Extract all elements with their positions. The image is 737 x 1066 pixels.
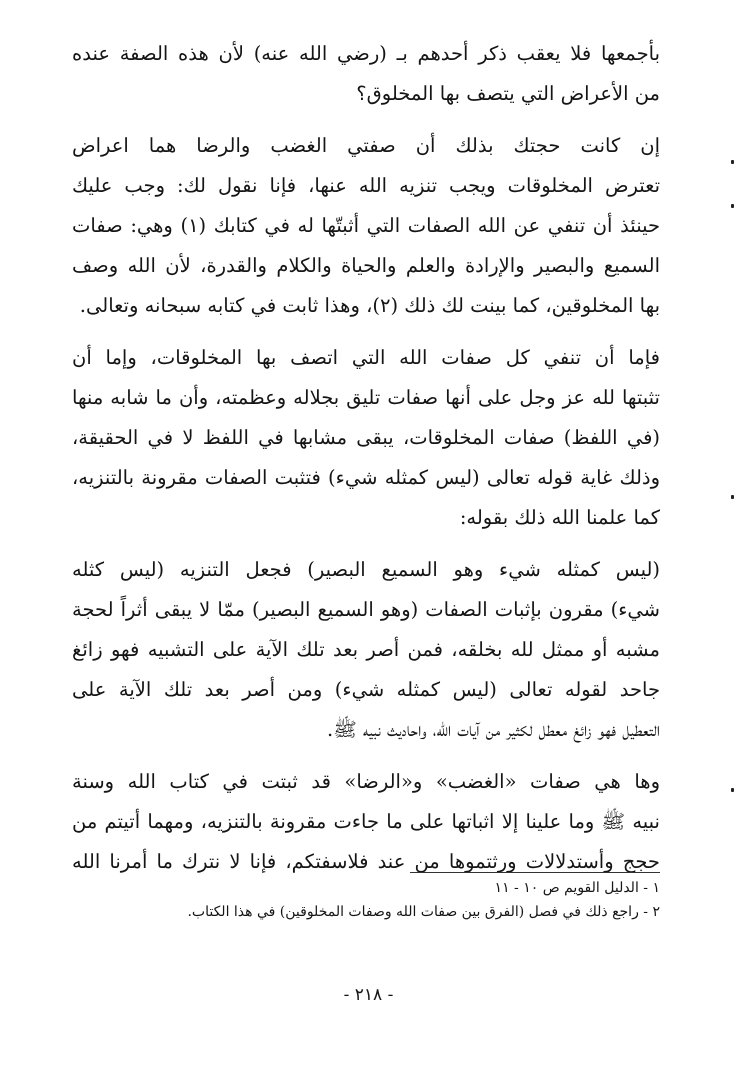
text-line: نبيه ﷺ وما علينا إلا اثباتها على ما جاءت مقرونة بالتنزيه، ومهما أتيتم من [72,810,660,833]
text-line: (في اللفظ) صفات المخلوقات، يبقى مشابها في اللفظ لا في الحقيقة، [72,426,660,449]
text-line: حجج وأستدلالات ورثتموها من عند فلاسفتكم، فإنا لا نترك ما أمرنا الله [72,850,660,873]
text-line: التعطيل فهو زائغ معطل لكثير من آيات الله، واحاديث نبيه ﷺ. [327,718,660,741]
text-line: كما علمنا الله ذلك بقوله: [459,506,660,529]
scan-mark [731,204,734,208]
paragraph [72,550,660,750]
text-line: شيء) مقرون بإثبات الصفات (وهو السميع البصير) ممّا لا يبقى أثراً لحجة [72,598,660,621]
text-line: جاحد لقوله تعالى (ليس كمثله شيء) ومن أصر بعد تلك الآية على [72,678,660,701]
footnote-divider [410,872,660,873]
text-line: مشبه أو ممثل لله بخلقه، فمن أصر بعد تلك الآية على التشبيه فهو زائغ [72,638,660,661]
text-line: بها المخلوقين، كما بينت لك ذلك (٢)، وهذا ثابت في كتابه سبحانه وتعالى. [79,294,660,317]
text-line: بأجمعها فلا يعقب ذكر أحدهم بـ (رضي الله عنه) لأن هذه الصفة عنده [72,42,660,65]
paragraph [72,126,660,326]
footnote: ٢ - راجع ذلك في فصل (الفرق بين صفات الله وصفات المخلوقين) في هذا الكتاب. [187,904,660,920]
paragraph [72,34,660,114]
text-line: وذلك غاية قوله تعالى (ليس كمثله شيء) فتثبت الصفات مقرونة بالتنزيه، [72,466,660,489]
text-line: تعترض المخلوقات ويجب تنزيه الله عنها، فإنا نقول لك: وجب عليك [72,174,660,197]
text-line: فإما أن تنفي كل صفات الله التي اتصف بها المخلوقات، وإما أن [72,346,660,369]
text-line: إن كانت حجتك بذلك أن صفتي الغضب والرضا هما اعراض [72,134,660,157]
paragraph [72,762,660,882]
text-line: تثبتها لله عز وجل على أنها صفات تليق بجلاله وعظمته، وأن ما شابه منها [72,386,660,409]
page-body [72,34,660,882]
text-line: (ليس كمثله شيء وهو السميع البصير) فجعل التنزيه (ليس كثله [72,558,660,581]
page-number: - ٢١٨ - [343,985,394,1005]
scan-mark [731,495,734,499]
footnote: ١ - الدليل القويم ص ١٠ - ١١ [494,880,660,896]
text-line: السميع والبصير والإرادة والعلم والحياة والكلام والقدرة، لأن الله وصف [72,254,660,277]
text-line: وها هي صفات «الغضب» و«الرضا» قد ثبتت في كتاب الله وسنة [72,770,660,793]
paragraph [72,338,660,538]
text-line: من الأعراض التي يتصف بها المخلوق؟ [356,82,660,105]
scan-mark [731,788,734,792]
text-line: حينئذ أن تنفي عن الله الصفات التي أثبتّها له في كتابك (١) وهي: صفات [72,214,660,237]
scan-mark [731,160,734,164]
